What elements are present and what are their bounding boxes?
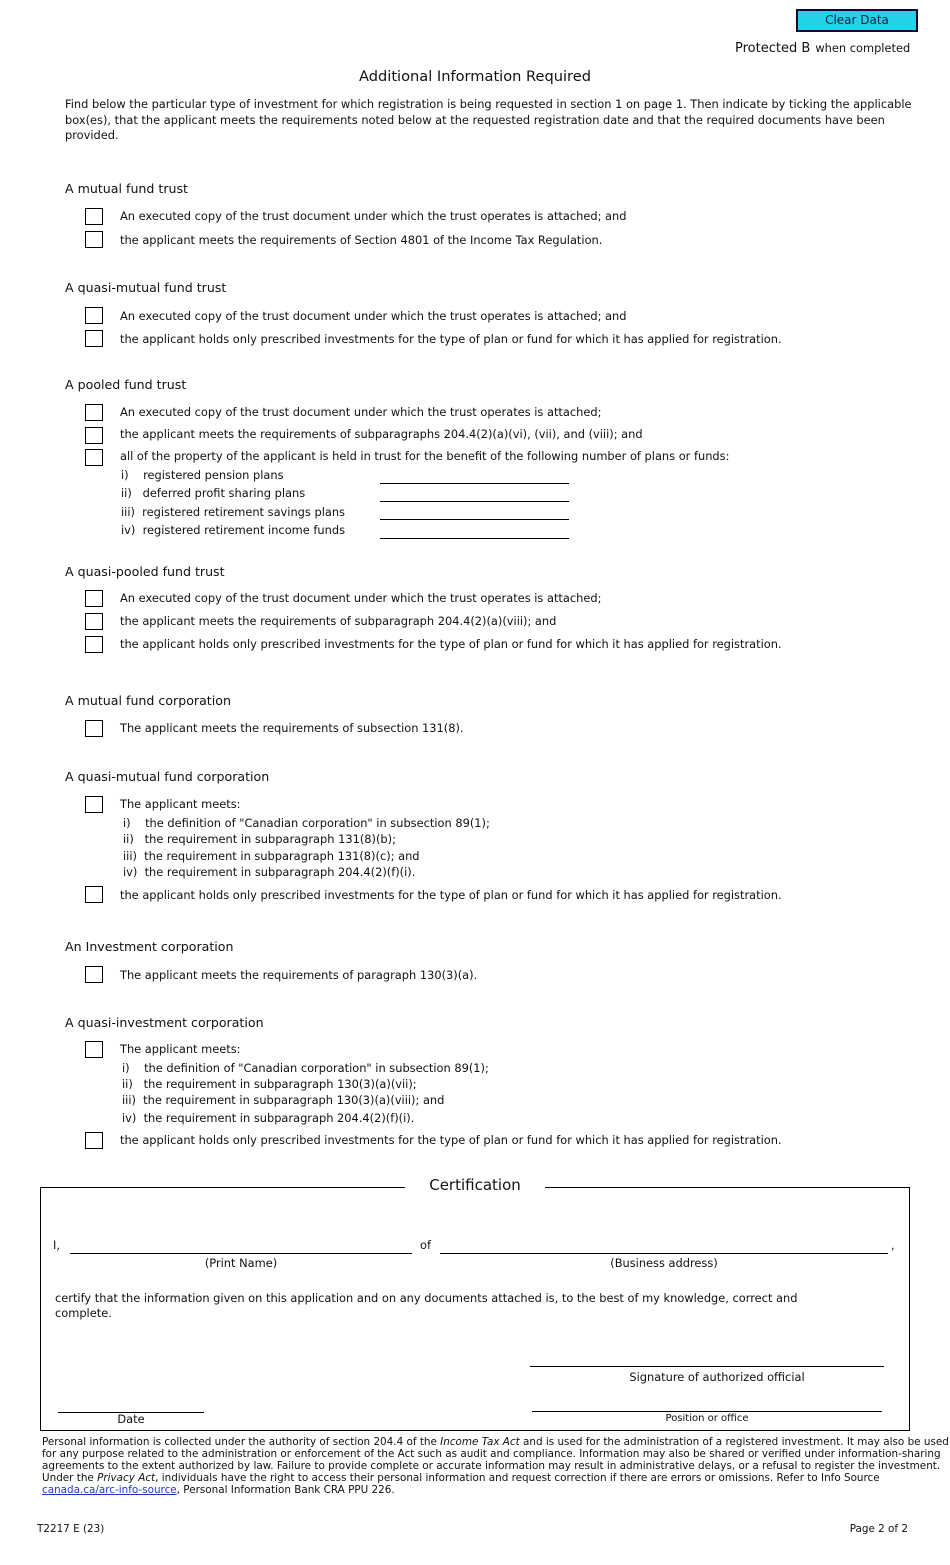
business-address-label: (Business address): [610, 1256, 718, 1270]
pft-sub-2: ii) deferred profit sharing plans: [121, 486, 306, 500]
pft-sub-4: iv) registered retirement income funds: [121, 523, 346, 537]
date-label: Date: [117, 1412, 145, 1426]
investment-corporation-title: An Investment corporation: [65, 939, 234, 954]
qic-sub-4: iv) the requirement in subparagraph 204.4(2)(f)(i).: [122, 1111, 415, 1125]
pft-sub-3: iii) registered retirement savings plans: [121, 505, 345, 519]
quasi-mutual-fund-corporation-title: A quasi-mutual fund corporation: [65, 769, 270, 784]
privacy-line-4: Under the Privacy Act, individuals have the right to access their personal information and request correction if there are errors or omissions. Refer to Info Source: [42, 1472, 880, 1484]
pft-sub-1-field[interactable]: [380, 483, 569, 484]
protected-suffix: when completed: [815, 41, 911, 55]
pft-sub-2-field[interactable]: [380, 501, 569, 502]
cert-statement-2: complete.: [55, 1306, 112, 1320]
mutual-fund-trust-title: A mutual fund trust: [65, 181, 188, 196]
pft-item-1: An executed copy of the trust document under which the trust operates is attached;: [120, 405, 602, 419]
mft-item-2: the applicant meets the requirements of Section 4801 of the Income Tax Regulation.: [120, 233, 603, 247]
mft-checkbox-2[interactable]: [85, 231, 103, 248]
qic-sub-1: i) the definition of "Canadian corporation" in subsection 89(1);: [122, 1061, 489, 1075]
pooled-fund-trust-title: A pooled fund trust: [65, 377, 187, 392]
quasi-investment-corporation-title: A quasi-investment corporation: [65, 1015, 264, 1030]
qmfc-checkbox-2[interactable]: [85, 886, 103, 903]
quasi-pooled-fund-trust-title: A quasi-pooled fund trust: [65, 564, 225, 579]
quasi-mutual-fund-trust-title: A quasi-mutual fund trust: [65, 280, 227, 295]
ic-item-1: The applicant meets the requirements of paragraph 130(3)(a).: [120, 968, 478, 982]
qpft-checkbox-3[interactable]: [85, 636, 103, 653]
qmft-item-1: An executed copy of the trust document under which the trust operates is attached; and: [120, 309, 627, 323]
qpft-item-3: the applicant holds only prescribed investments for the type of plan or fund for which it has applied for registration.: [120, 637, 782, 651]
privacy-line-5: canada.ca/arc-info-source, Personal Information Bank CRA PPU 226.: [42, 1484, 395, 1496]
qmfc-sub-1: i) the definition of "Canadian corporation" in subsection 89(1);: [123, 816, 490, 830]
print-name-label: (Print Name): [204, 1256, 278, 1270]
qmfc-sub-2: ii) the requirement in subparagraph 131(8)(b);: [123, 832, 396, 846]
protected-label: [735, 37, 910, 56]
privacy-line-3: agreements to the extent authorized by law. Failure to provide complete or accurate information may result in administrative delays, or a refusal to register the investment.: [42, 1460, 941, 1472]
privacy-line-2: for any purpose related to the administration or enforcement of the Act such as audit and compliance. Information may also be shared or verified under information-sharing: [42, 1448, 941, 1460]
qic-last: the applicant holds only prescribed investments for the type of plan or fund for which it has applied for registration.: [120, 1133, 782, 1147]
qic-sub-3: iii) the requirement in subparagraph 130(3)(a)(viii); and: [122, 1093, 445, 1107]
cert-of-label: of: [420, 1238, 431, 1252]
qpft-checkbox-1[interactable]: [85, 590, 103, 607]
qic-meets: The applicant meets:: [120, 1042, 241, 1056]
certification-title: Certification: [405, 1174, 545, 1196]
mfc-item-1: The applicant meets the requirements of subsection 131(8).: [120, 721, 464, 735]
ic-checkbox-1[interactable]: [85, 966, 103, 983]
signature-label: Signature of authorized official: [629, 1370, 805, 1384]
qmfc-last: the applicant holds only prescribed investments for the type of plan or fund for which it has applied for registration.: [120, 888, 782, 902]
pft-item-2: the applicant meets the requirements of subparagraphs 204.4(2)(a)(vi), (vii), and (viii); and: [120, 427, 643, 441]
qmfc-checkbox-1[interactable]: [85, 796, 103, 813]
pft-checkbox-2[interactable]: [85, 427, 103, 444]
qpft-item-1: An executed copy of the trust document under which the trust operates is attached;: [120, 591, 602, 605]
info-source-link[interactable]: canada.ca/arc-info-source: [42, 1484, 177, 1496]
intro-line-2: box(es), that the applicant meets the requirements noted below at the requested registration date and that the required documents have been: [65, 113, 885, 127]
cert-i-label: I,: [53, 1238, 60, 1252]
qmfc-meets: The applicant meets:: [120, 797, 241, 811]
pft-checkbox-1[interactable]: [85, 404, 103, 421]
cert-comma: ,: [891, 1238, 895, 1252]
intro-line-1: Find below the particular type of investment for which registration is being requested in section 1 on page 1. Then indicate by ticking the applicable: [65, 97, 912, 111]
qic-sub-2: ii) the requirement in subparagraph 130(3)(a)(vii);: [122, 1077, 417, 1091]
mfc-checkbox-1[interactable]: [85, 720, 103, 737]
mft-checkbox-1[interactable]: [85, 208, 103, 225]
position-label: Position or office: [665, 1413, 749, 1424]
page-number: Page 2 of 2: [849, 1523, 908, 1535]
qmft-checkbox-2[interactable]: [85, 330, 103, 347]
qpft-item-2: the applicant meets the requirements of subparagraph 204.4(2)(a)(viii); and: [120, 614, 557, 628]
cert-statement-1: certify that the information given on this application and on any documents attached is, to the best of my knowledge, correct and: [55, 1291, 798, 1305]
mutual-fund-corporation-title: A mutual fund corporation: [65, 693, 231, 708]
pft-checkbox-3[interactable]: [85, 449, 103, 466]
qmft-item-2: the applicant holds only prescribed investments for the type of plan or fund for which it has applied for registration.: [120, 332, 782, 346]
qic-checkbox-1[interactable]: [85, 1041, 103, 1058]
business-address-field[interactable]: [440, 1253, 888, 1254]
intro-line-3: provided.: [65, 128, 119, 142]
qpft-checkbox-2[interactable]: [85, 613, 103, 630]
pft-sub-1: i) registered pension plans: [121, 468, 284, 482]
position-field[interactable]: [532, 1411, 882, 1412]
print-name-field[interactable]: [70, 1253, 412, 1254]
certification-box: [40, 1187, 910, 1431]
qmfc-sub-4: iv) the requirement in subparagraph 204.4(2)(f)(i).: [123, 865, 416, 879]
pft-sub-3-field[interactable]: [380, 519, 569, 520]
qic-checkbox-2[interactable]: [85, 1132, 103, 1149]
pft-sub-4-field[interactable]: [380, 538, 569, 539]
mft-item-1: An executed copy of the trust document under which the trust operates is attached; and: [120, 209, 627, 223]
signature-field[interactable]: [530, 1366, 884, 1367]
qmfc-sub-3: iii) the requirement in subparagraph 131(8)(c); and: [123, 849, 420, 863]
clear-data-button[interactable]: Clear Data: [796, 9, 918, 32]
page-title: Additional Information Required: [359, 68, 591, 85]
privacy-line-1: Personal information is collected under the authority of section 204.4 of the Income Tax Act and is used for the administration of a registered investment. It may also be used: [42, 1436, 949, 1448]
qmft-checkbox-1[interactable]: [85, 307, 103, 324]
protected-b: Protected B: [735, 41, 811, 56]
form-id: T2217 E (23): [37, 1523, 105, 1535]
pft-item-3: all of the property of the applicant is held in trust for the benefit of the following number of plans or funds:: [120, 449, 730, 463]
